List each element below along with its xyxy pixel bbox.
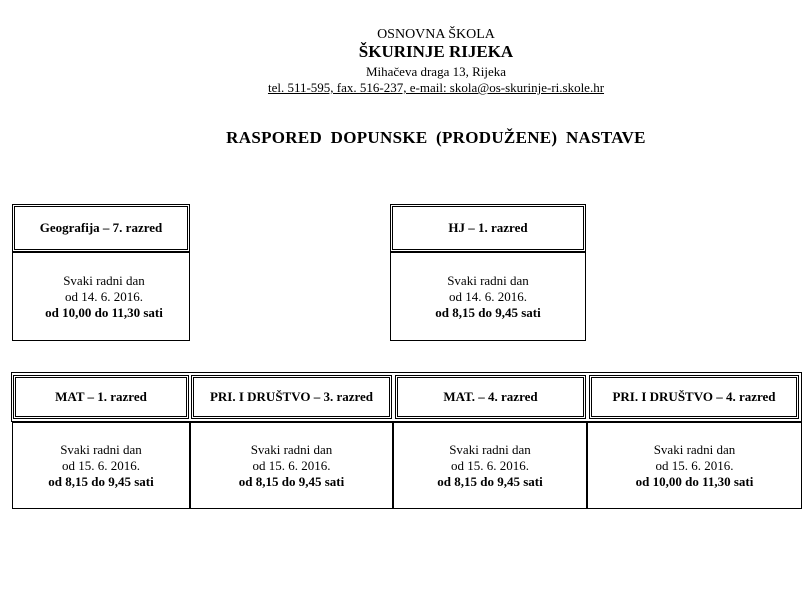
box-hj-1-header [390,204,586,252]
school-contact: tel. 511-595, fax. 516-237, e-mail: skola@os-skurinje-ri.skole.hr [267,80,605,95]
box-line-1: Svaki radni dan [447,272,529,288]
box-subject: MAT. – 4. razred [443,389,538,404]
box-time: od 8,15 do 9,45 sati [238,473,345,489]
box-mat-4-header [395,375,586,419]
box-line-1: Svaki radni dan [63,272,145,288]
box-line-1: Svaki radni dan [449,441,531,457]
box-geografija-7-header [12,204,190,252]
box-time: od 10,00 do 11,30 sati [45,304,163,320]
box-line-2: od 15. 6. 2016. [62,457,140,473]
box-geografija-7-schedule [12,252,190,341]
box-mat-1-header [13,375,189,419]
box-mat-1-schedule [12,422,190,509]
box-time: od 8,15 do 9,45 sati [435,304,541,320]
box-priroda-3-header [191,375,392,419]
box-time: od 8,15 do 9,45 sati [48,473,154,489]
box-line-2: od 14. 6. 2016. [449,288,527,304]
box-subject: HJ – 1. razred [448,220,528,235]
box-priroda-3-schedule [190,422,393,509]
page-title: RASPORED DOPUNSKE (PRODUŽENE) NASTAVE [226,128,646,147]
box-line-1: Svaki radni dan [250,441,333,457]
school-address: Mihačeva draga 13, Rijeka [365,64,507,79]
box-line-1: Svaki radni dan [653,441,736,457]
school-type-line: OSNOVNA ŠKOLA [377,27,495,42]
box-line-2: od 14. 6. 2016. [65,288,143,304]
box-line-2: od 15. 6. 2016. [655,457,734,473]
box-priroda-4-header [589,375,799,419]
box-time: od 8,15 do 9,45 sati [437,473,543,489]
school-name: ŠKURINJE RIJEKA [358,42,514,61]
box-line-1: Svaki radni dan [60,441,142,457]
box-subject: Geografija – 7. razred [39,220,163,235]
box-mat-4-schedule [393,422,587,509]
box-line-2: od 15. 6. 2016. [451,457,529,473]
box-priroda-4-schedule [587,422,802,509]
box-time: od 10,00 do 11,30 sati [635,473,754,489]
box-subject: MAT – 1. razred [55,389,147,404]
box-line-2: od 15. 6. 2016. [252,457,331,473]
box-subject: PRI. I DRUŠTVO – 4. razred [612,389,776,404]
box-hj-1-schedule [390,252,586,341]
box-subject: PRI. I DRUŠTVO – 3. razred [209,389,374,404]
